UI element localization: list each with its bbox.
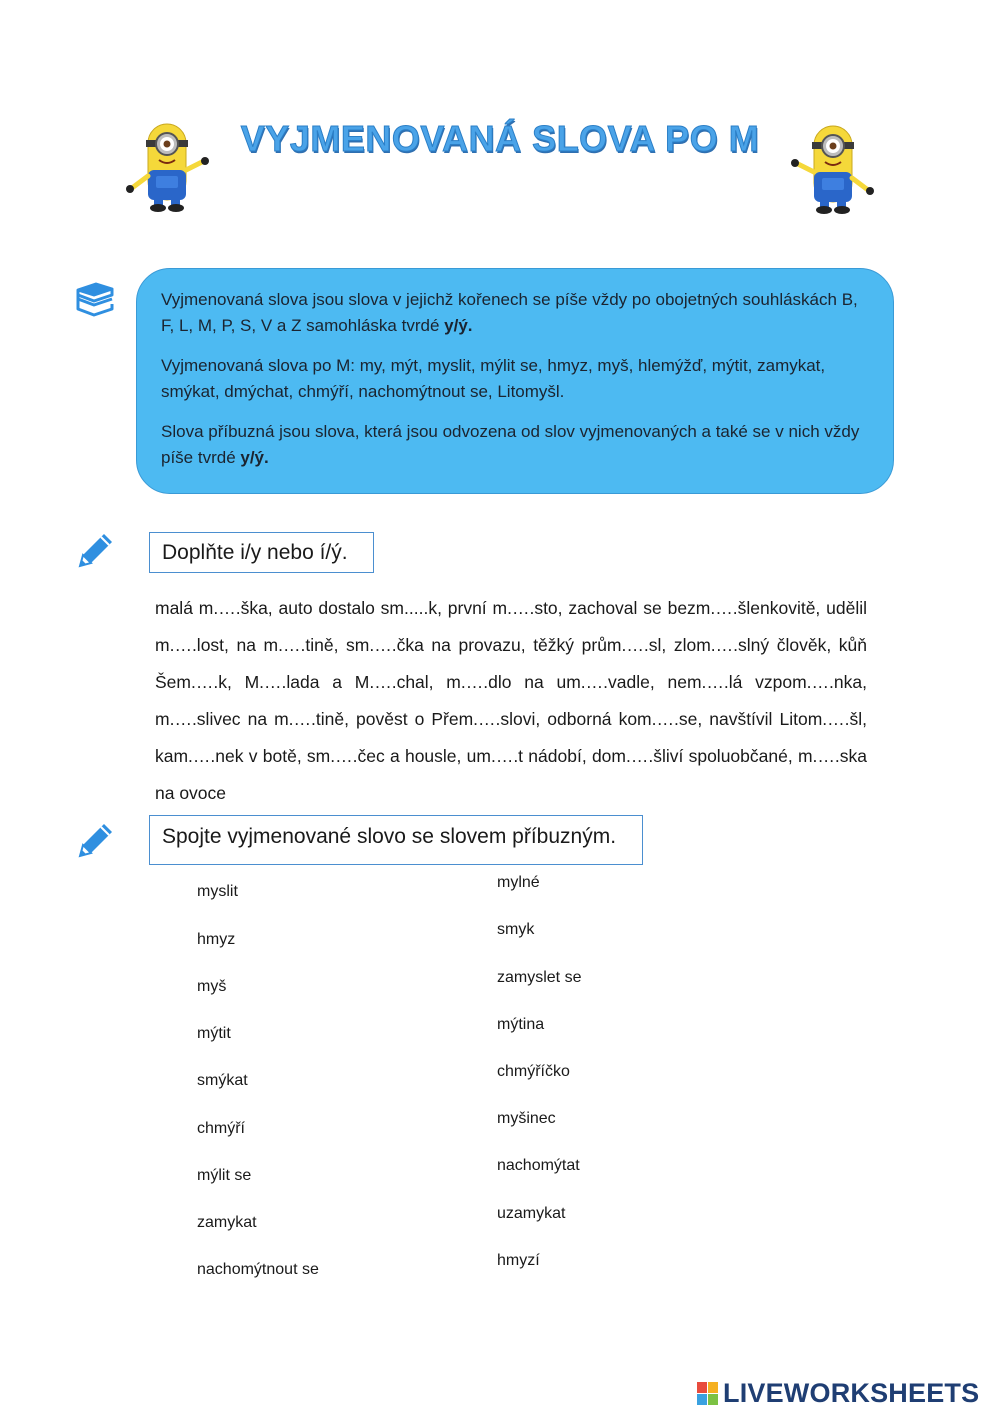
pencil-icon [74,528,118,572]
task1-instruction: Doplňte i/y nebo í/ý. [149,532,374,573]
minion-right-image [786,120,882,216]
match-left-word[interactable]: myslit [197,883,238,900]
match-right-word[interactable]: zamyslet se [497,969,582,986]
liveworksheets-logo [697,1378,979,1409]
info-box [136,268,894,494]
fill-in-exercise-text[interactable]: malá m.….ška, auto dostalo sm.....k, první m.….sto, zachoval se bezm.….šlenkovitě, udělil m.….lost, na m.….tině, sm.….čka na provazu, těžký prům.….sl, zlom.….slný člověk, kůň Šem.….k, M.….lada a M.….chal, m.….dlo na um.….vadle, nem.….lá vzpom.….nka, m.….slivec na m.….tině, pověst o Přem.….slovi, odborná kom.….se, navštívil Litom.….šl, kam.….nek v botě, sm.….čec a housle, um.….t nádobí, dom.….šliví spoluobčané, m.….ska na ovoce [155,598,867,803]
match-right-word[interactable]: chmýříčko [497,1063,570,1080]
page-title: VYJMENOVANÁ SLOVA PO M [240,118,760,159]
books-icon [74,280,116,320]
match-left-word[interactable]: smýkat [197,1072,248,1089]
match-right-word[interactable]: smyk [497,921,535,938]
match-right-word[interactable]: nachomýtat [497,1157,580,1174]
match-left-word[interactable]: hmyz [197,931,236,948]
match-left-word[interactable]: zamykat [197,1214,257,1231]
match-right-word[interactable]: uzamykat [497,1205,566,1222]
liveworksheets-wordmark: LIVEWORKSHEETS [723,1378,980,1408]
info-paragraph-related-words: Slova příbuzná jsou slova, která jsou odvozena od slov vyjmenovaných a také se v nich vždy píše tvrdé y/ý. [161,422,860,467]
minion-left-image [118,118,214,214]
match-right-word[interactable]: mylné [497,874,540,891]
pencil-icon [74,818,118,862]
info-paragraph-word-list: Vyjmenovaná slova po M: my, mýt, myslit, mýlit se, hmyz, myš, hlemýžď, mýtit, zamykat, smýkat, dmýchat, chmýří, nachomýtnout se, Litomyšl. [161,356,826,401]
match-left-word[interactable]: mýlit se [197,1167,252,1184]
match-left-word[interactable]: mýtit [197,1025,231,1042]
task2-instruction: Spojte vyjmenované slovo se slovem příbuzným. [149,815,643,865]
match-right-word[interactable]: mýtina [497,1016,545,1033]
match-left-word[interactable]: myš [197,978,227,995]
match-right-word[interactable]: hmyzí [497,1252,540,1269]
liveworksheets-logo-icon [697,1382,719,1406]
match-right-word[interactable]: myšinec [497,1110,556,1127]
match-left-word[interactable]: nachomýtnout se [197,1261,319,1278]
info-paragraph-definition: Vyjmenovaná slova jsou slova v jejichž kořenech se píše vždy po obojetných souhláskách B, F, L, M, P, S, V a Z samohláska tvrdé y/ý. [161,290,858,335]
match-left-word[interactable]: chmýří [197,1120,245,1137]
